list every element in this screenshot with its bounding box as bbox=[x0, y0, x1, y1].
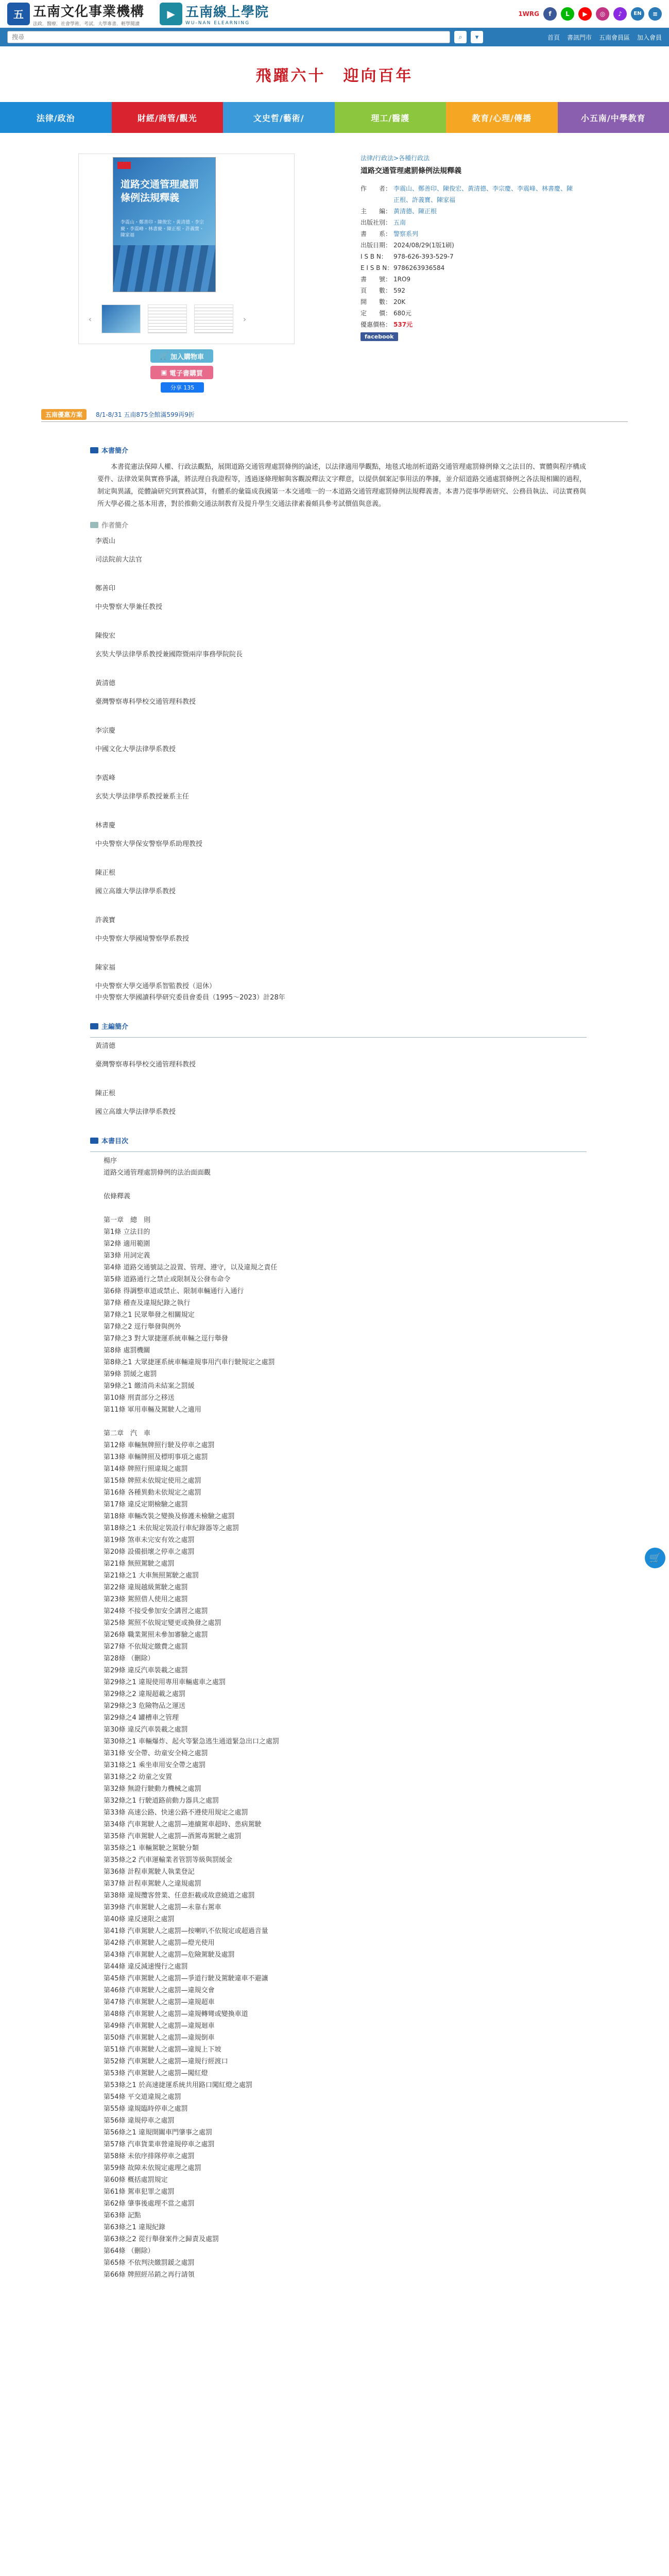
toc-item: 第63條之2 從行舉發案件之歸責及處罰 bbox=[104, 2235, 219, 2243]
person-title: 司法院前大法官 bbox=[95, 556, 143, 564]
brand-title: 五南文化事業機構 bbox=[33, 4, 145, 20]
toc-item: 第57條 汽車貨業車營違規停車之處罰 bbox=[104, 2141, 215, 2148]
author-item bbox=[90, 868, 587, 897]
toc-item: 第8條 處罰機關 bbox=[104, 1347, 150, 1354]
toc-item: 第54條 平交道違規之處罰 bbox=[104, 2093, 181, 2101]
toc-item: 第7條之1 民眾舉發之相關規定 bbox=[104, 1311, 195, 1319]
info-row: E I S B N： 9786263936584 bbox=[361, 264, 445, 272]
author-list bbox=[90, 536, 587, 1004]
toc-item: 第29條之1 違規使用專用車輛處車之處罰 bbox=[104, 1679, 226, 1686]
toc-item: 第21條之1 大車無照駕駛之處罰 bbox=[104, 1572, 199, 1580]
link-member[interactable]: 五南會員區 bbox=[598, 33, 630, 41]
toc-item: 第63條 記點 bbox=[104, 2212, 141, 2219]
divider bbox=[90, 1151, 587, 1152]
info-row: 主 編： 黃清德、陳正根 bbox=[361, 208, 437, 215]
toc-item: 第55條 違規臨時停車之處罰 bbox=[104, 2105, 188, 2113]
nav-science[interactable]: 理工/醫護 bbox=[335, 102, 447, 133]
thumbnail[interactable] bbox=[148, 304, 187, 333]
toc-item: 楊序 bbox=[104, 1157, 117, 1165]
person-title: 玄奘大學法律學系教授兼系主任 bbox=[95, 793, 190, 801]
toc-item: 第2條 適用範圍 bbox=[104, 1240, 150, 1248]
search-input[interactable] bbox=[7, 31, 450, 43]
toc-item: 第47條 汽車駕駛人之處罰—違規超車 bbox=[104, 1998, 215, 2006]
cover-badge bbox=[117, 162, 131, 169]
toc-item: 第26條 職業駕照未參加審驗之處罰 bbox=[104, 1631, 208, 1639]
person-title: 中央警察大學兼任教授 bbox=[95, 603, 163, 611]
toc-item: 第48條 汽車駕駛人之處罰—違規轉彎或變換車道 bbox=[104, 2010, 248, 2018]
toc-item: 第27條 不依規定繳費之處罰 bbox=[104, 1643, 188, 1651]
author-item bbox=[90, 678, 587, 708]
person-name: 林書慶 bbox=[95, 822, 116, 829]
toc-item: 第6條 得調整車道或禁止、限制車輛通行入通行 bbox=[104, 1287, 244, 1295]
youtube-icon[interactable]: ▶ bbox=[578, 7, 592, 21]
table-of-contents bbox=[90, 1155, 587, 2281]
toc-item: 第56條 違規停車之處罰 bbox=[104, 2117, 175, 2125]
author-item bbox=[90, 773, 587, 803]
info-row: 頁 數： 592 bbox=[361, 287, 405, 294]
toc-item: 第34條 汽車駕駛人之處罰—連續駕車超時、患病駕駛 bbox=[104, 1821, 262, 1828]
editor-list bbox=[90, 1041, 587, 1118]
thumbnail[interactable] bbox=[194, 304, 233, 333]
nav-humanities[interactable]: 文史哲/藝術/ bbox=[223, 102, 335, 133]
toc-item: 第35條之1 車輛駕駛之駕駛分類 bbox=[104, 1844, 199, 1852]
toc-item: 第18條之1 未依規定裝設行車紀錄器等之處罰 bbox=[104, 1524, 239, 1532]
info-row: I S B N： 978-626-393-529-7 bbox=[361, 253, 454, 260]
thumbnail-strip bbox=[86, 303, 287, 334]
editor-item bbox=[90, 1041, 587, 1071]
person-title: 臺灣警察專科學校交通管理科教授 bbox=[95, 1061, 196, 1069]
link-store[interactable]: 書訊門市 bbox=[567, 33, 592, 41]
toc-item: 第7條之3 對大眾捷運系統車輛之逕行舉發 bbox=[104, 1335, 228, 1343]
toc-item: 第24條 不接受參加安全講習之處罰 bbox=[104, 1607, 208, 1615]
book-icon bbox=[90, 447, 98, 453]
banner-text: 飛躍六十 迎向百年 bbox=[255, 67, 414, 85]
toc-item: 第40條 違反速限之處罰 bbox=[104, 1916, 175, 1923]
elearning-title: 五南線上學院 bbox=[185, 5, 269, 20]
top-right-tools bbox=[518, 7, 662, 21]
promo-tag: 五南優惠方案 bbox=[41, 409, 87, 420]
ebook-icon: ▣ bbox=[161, 368, 169, 377]
toc-item: 第31條之2 幼童之安置 bbox=[104, 1773, 172, 1781]
wrg-link[interactable]: 1WRG bbox=[518, 10, 539, 18]
toc-item: 第9條之1 繳清尚未結案之罰緩 bbox=[104, 1382, 195, 1390]
nav-education[interactable]: 教育/心理/傳播 bbox=[446, 102, 558, 133]
toc-item: 第51條 汽車駕駛人之處罰—違規上下坡 bbox=[104, 2046, 221, 2054]
wunan-logo: 五 bbox=[7, 3, 30, 25]
toc-item: 第62條 肇事後處理不當之處罰 bbox=[104, 2200, 195, 2208]
toc-item: 第56條之1 違規開關車門肇事之處罰 bbox=[104, 2129, 212, 2137]
toc-item: 第9條 罰緩之處罰 bbox=[104, 1370, 157, 1378]
add-to-cart-button[interactable]: 🛒 加入購物車 bbox=[150, 349, 213, 363]
toc-item: 第18條 車輛改裝之變換及修護未檢驗之處罰 bbox=[104, 1513, 235, 1520]
instagram-icon[interactable]: ◎ bbox=[596, 7, 609, 21]
toc-item: 第21條 無照駕駛之處罰 bbox=[104, 1560, 175, 1568]
product-detail bbox=[0, 133, 669, 421]
person-name: 鄭善印 bbox=[95, 585, 116, 592]
toc-item: 第29條之4 罐槽車之管理 bbox=[104, 1714, 179, 1722]
facebook-icon[interactable]: f bbox=[543, 7, 557, 21]
toc-item: 第10條 刑責部分之移送 bbox=[104, 1394, 175, 1402]
toc-item: 第64條 （刪除） bbox=[104, 2247, 155, 2255]
toc-item: 第17條 違反定期檢驗之處罰 bbox=[104, 1501, 188, 1509]
toc-item: 第29條之2 違規超載之處罰 bbox=[104, 1690, 185, 1698]
info-row: 書 系： 警察系列 bbox=[361, 230, 419, 238]
toc-item: 第23條 駕照借人使用之處罰 bbox=[104, 1596, 188, 1603]
brand-elearning[interactable] bbox=[144, 2, 269, 26]
toc-item: 第7條之2 逕行舉發與例外 bbox=[104, 1323, 181, 1331]
toc-item: 第1條 立法目的 bbox=[104, 1228, 150, 1236]
info-row: 出版日期： 2024/08/29(1版1刷) bbox=[361, 242, 454, 249]
book-icon bbox=[90, 1138, 98, 1144]
toc-item: 第二章 汽 車 bbox=[104, 1430, 151, 1437]
toc-item: 第60條 概括處罰規定 bbox=[104, 2176, 168, 2184]
toc-item bbox=[104, 1179, 587, 1191]
toc-item: 第41條 汽車駕駛人之處罰—按喇叭不依規定或超過音量 bbox=[104, 1927, 268, 1935]
toc-item: 第5條 道路通行之禁止或限制及公發布命令 bbox=[104, 1276, 231, 1283]
info-row: 出版社別： 五南 bbox=[361, 219, 406, 226]
person-title: 中央警察大學保安警察學系助理教授 bbox=[95, 840, 203, 848]
person-title: 中國文化大學法律學系教授 bbox=[95, 745, 176, 753]
toc-item: 第66條 牌照經吊銷之再行請領 bbox=[104, 2271, 195, 2279]
toc-item: 第3條 用詞定義 bbox=[104, 1252, 150, 1260]
author-item bbox=[90, 631, 587, 660]
toc-item: 第58條 未依序排隊停車之處罰 bbox=[104, 2153, 195, 2160]
toc-item: 第4條 道路交通號誌之設置、管理、遵守，以及違規之責任 bbox=[104, 1264, 278, 1272]
person-name: 陳正根 bbox=[95, 869, 116, 877]
cover-authors: 李震山・鄭善印・陳俊宏・黃清德・李宗慶・李震峰・林書慶・陳正根・許義寶・陳家福 bbox=[121, 220, 204, 239]
elearning-subtitle: WU-NAN ELEARNING bbox=[185, 21, 250, 26]
book-icon bbox=[90, 522, 98, 528]
author-item bbox=[90, 725, 587, 755]
cart-icon: 🛒 bbox=[160, 352, 170, 360]
toc-item: 第13條 車輛牌照及標明事項之處罰 bbox=[104, 1453, 208, 1461]
author-item bbox=[90, 583, 587, 613]
link-join[interactable]: 加入會員 bbox=[637, 33, 662, 41]
promo-bar bbox=[41, 409, 195, 420]
toc-item bbox=[104, 1416, 587, 1428]
toc-item: 第32條 無證行駛動力機械之處罰 bbox=[104, 1785, 201, 1793]
category-nav bbox=[0, 102, 669, 133]
person-title: 中央警察大學國境警察學系教授 bbox=[95, 935, 190, 943]
toc-item: 第28條 （刪除） bbox=[104, 1655, 155, 1663]
toc-item: 第43條 汽車駕駛人之處罰—危險駕駛及處罰 bbox=[104, 1951, 235, 1959]
line-icon[interactable]: L bbox=[561, 7, 574, 21]
toc-item: 第35條 汽車駕駛人之處罰—酒駕毒駕駛之處罰 bbox=[104, 1833, 242, 1840]
section-heading: 主編簡介 bbox=[90, 1021, 587, 1031]
toc-item: 第7條 稽查及違規紀錄之執行 bbox=[104, 1299, 191, 1307]
person-name: 李震峰 bbox=[95, 774, 116, 782]
ebook-buy-button[interactable]: ▣ 電子書購買 bbox=[150, 366, 213, 379]
share-button[interactable]: 分享 135 bbox=[161, 382, 204, 393]
person-name: 黃清德 bbox=[95, 680, 116, 687]
toc-item: 第38條 違規攬客營業、任意拒載或故意繞道之處罰 bbox=[104, 1892, 255, 1900]
search-icon[interactable]: ⌕ bbox=[454, 31, 467, 43]
person-title: 臺灣警察專科學校交通管理科教授 bbox=[95, 698, 196, 706]
cart-icon: 🛒 bbox=[649, 1552, 661, 1564]
author-item bbox=[90, 962, 587, 1004]
nav-finance[interactable]: 財經/商管/觀光 bbox=[112, 102, 224, 133]
toc-item: 第30條 違反汽車裝載之處罰 bbox=[104, 1726, 188, 1734]
elearning-logo: ▶ bbox=[160, 3, 182, 25]
divider bbox=[90, 1037, 587, 1038]
toc-item bbox=[104, 1202, 587, 1214]
facebook-like-button[interactable]: facebook bbox=[361, 332, 398, 341]
toc-item: 第30條之1 車輛爆炸、起火等緊急逃生通道緊急出口之處罰 bbox=[104, 1738, 279, 1745]
toc-item: 第53條之1 於高速捷運系統共用路口闖紅燈之處罰 bbox=[104, 2081, 252, 2089]
toc-item: 第29條之3 危險物品之運送 bbox=[104, 1702, 185, 1710]
link-home[interactable]: 首頁 bbox=[547, 33, 560, 41]
person-title: 國立高雄大學法律學系教授 bbox=[95, 1108, 176, 1116]
section-heading: 本書簡介 bbox=[90, 445, 587, 455]
editor-item bbox=[90, 1088, 587, 1118]
toc-item: 第29條 違反汽車裝載之處罰 bbox=[104, 1667, 188, 1674]
toc-item: 第45條 汽車駕駛人之處罰—爭道行駛及駕駛違車不避讓 bbox=[104, 1975, 268, 1982]
toc-item: 第65條 不依判決繳罰鍰之處罰 bbox=[104, 2259, 195, 2267]
info-row: 優惠價格： 537元 bbox=[361, 319, 577, 330]
toc-item: 第15條 牌照未依規定使用之處罰 bbox=[104, 1477, 201, 1485]
nav-junior[interactable]: 小五南/中學教育 bbox=[558, 102, 669, 133]
search-bar bbox=[0, 28, 669, 46]
toc-item: 第63條之1 違規紀錄 bbox=[104, 2224, 165, 2231]
person-name: 許義寶 bbox=[95, 917, 116, 924]
cover-gallery bbox=[78, 154, 295, 344]
toc-item: 第36條 計程車駕駛人執業登記 bbox=[104, 1868, 195, 1876]
site-header bbox=[0, 0, 669, 28]
section-heading: 本書目次 bbox=[90, 1136, 587, 1145]
info-row: 開 數： 20K bbox=[361, 298, 406, 306]
toc-item: 第25條 駕照不依規定變更或換發之處罰 bbox=[104, 1619, 221, 1627]
toc-item: 第11條 軍用車輛及駕駛人之適用 bbox=[104, 1406, 201, 1414]
promo-text[interactable]: 8/1-8/31 五南875全館滿599再9折 bbox=[96, 411, 195, 418]
toc-item: 第14條 牌照行照違規之處罰 bbox=[104, 1465, 188, 1473]
anniversary-banner bbox=[0, 46, 669, 102]
toc-item: 依條釋義 bbox=[104, 1193, 131, 1200]
nav-law[interactable]: 法律/政治 bbox=[0, 102, 112, 133]
info-row: 作 者： 李震山、鄭善印、陳俊宏、黃清德、李宗慶、李震峰、林書慶、陳正根、許義寶、陳家福 bbox=[361, 185, 573, 204]
info-row: 定 價： 680元 bbox=[361, 310, 411, 317]
chevron-left-icon[interactable]: ‹ bbox=[88, 314, 92, 324]
toc-item: 第50條 汽車駕駛人之處罰—違規倒車 bbox=[104, 2034, 215, 2042]
toc-item: 第59條 故障未依規定處理之處罰 bbox=[104, 2164, 201, 2172]
person-title: 國立高雄大學法律學系教授 bbox=[95, 888, 176, 895]
toc-item: 道路交通管理處罰條例的法治面面觀 bbox=[104, 1169, 211, 1177]
toc-item: 第53條 汽車駕駛人之處罰—闖紅燈 bbox=[104, 2070, 208, 2077]
floating-cart-button[interactable] bbox=[645, 1548, 665, 1568]
toc-item: 第61條 駕車犯罪之處罰 bbox=[104, 2188, 175, 2196]
person-name: 李宗慶 bbox=[95, 727, 116, 735]
product-title: 道路交通管理處罰條例法規釋義 bbox=[361, 167, 461, 175]
info-row: 書 號： 1RO9 bbox=[361, 276, 411, 283]
person-name: 陳俊宏 bbox=[95, 632, 116, 640]
thumbnail[interactable] bbox=[101, 304, 141, 333]
toc-item: 第32條之1 行駛道路前動力器具之處罰 bbox=[104, 1797, 219, 1805]
person-name: 陳正根 bbox=[95, 1090, 116, 1097]
language-icon[interactable]: EN bbox=[631, 7, 644, 21]
toc-item: 第52條 汽車駕駛人之處罰—違規行經渡口 bbox=[104, 2058, 228, 2065]
toc-item: 第22條 違規越級駕駛之處罰 bbox=[104, 1584, 188, 1591]
section-heading: 作者簡介 bbox=[90, 520, 587, 530]
breadcrumb[interactable]: 法律/行政法>各種行政法 bbox=[361, 155, 430, 162]
person-name: 李震山 bbox=[95, 537, 116, 545]
divider bbox=[41, 421, 628, 422]
author-item bbox=[90, 820, 587, 850]
toc-item: 第12條 車輛無牌照行駛及停車之處罰 bbox=[104, 1442, 215, 1449]
toc-item: 第44條 違反減速慢行之處罰 bbox=[104, 1963, 188, 1971]
intro-text: 本書從憲法保障人權、行政法觀點，展開道路交通管理處罰條例的論述，以法律適用學觀點，地毯式地剖析道路交通管理處罰條例條文之法目的、實體與程序構成要件、法律效果與實務爭議，將法理自我證程等，透過逐條理解與客觀說釋法文字釋意，以提供個案記事用法的準據，並介紹道路交通處罰條例之各法規相關的過程，制定與異議，從體論研究到實務試算，有體系的彙篇成我國第一本交通唯一的一本道路交通管理處罰條例法規釋義書。本書乃從事學術研究、公務員執法、司法實務與所大學必備之基本用書，對於推動交通法制教育及提升學生交通法律素養頗具參考試價值與意義。 bbox=[97, 463, 587, 508]
menu-icon[interactable]: ≡ bbox=[648, 7, 662, 21]
toc-item: 第39條 汽車駕駛人之處罰—未靠右駕車 bbox=[104, 1904, 221, 1911]
podcast-icon[interactable]: ♪ bbox=[613, 7, 627, 21]
toc-item: 第49條 汽車駕駛人之處罰—違規迴車 bbox=[104, 2022, 215, 2030]
brand-subtitle: 法政．醫療．社會學術．考試．大學專書．輕學閱讀 bbox=[33, 21, 140, 27]
toc-item: 第31條之1 乘坐車用安全帶之處罰 bbox=[104, 1761, 205, 1769]
brand-wunan[interactable] bbox=[7, 1, 144, 27]
toc-item: 第31條 安全帶、幼童安全椅之處罰 bbox=[104, 1750, 208, 1757]
toc-item: 第37條 計程車駕駛人之違規處罰 bbox=[104, 1880, 201, 1888]
chevron-down-icon[interactable]: ▾ bbox=[471, 31, 483, 43]
person-title: 中央警察大學交通學系智監教授（退休） 中央警察大學國讀科學研究委員會委員（1995～2023）計28年 bbox=[95, 982, 285, 1002]
book-icon bbox=[90, 1023, 98, 1029]
toc-item: 第33條 高速公路、快速公路不遵使用規定之處罰 bbox=[104, 1809, 248, 1817]
toc-item: 第一章 總 則 bbox=[104, 1216, 151, 1224]
cover-art bbox=[113, 245, 215, 292]
author-item bbox=[90, 915, 587, 945]
toc-item: 第16條 各種異動未依規定之處罰 bbox=[104, 1489, 201, 1497]
person-name: 陳家福 bbox=[95, 964, 116, 972]
toc-item: 第42條 汽車駕駛人之處罰—燈光使用 bbox=[104, 1939, 215, 1947]
author-item bbox=[90, 536, 587, 566]
product-info bbox=[361, 154, 577, 341]
person-title: 玄奘大學法律學系教授兼國際暨兩岸事務學院院長 bbox=[95, 651, 243, 658]
toc-item: 第8條之1 大眾捷運系統車輛違規事用汽車行駛規定之處罰 bbox=[104, 1359, 275, 1366]
sale-price: 537元 bbox=[393, 321, 413, 328]
toc-item: 第20條 設備損壞之停車之處罰 bbox=[104, 1548, 195, 1556]
toc-item: 第35條之2 汽車運輸業者管罰等級與罰緩金 bbox=[104, 1856, 232, 1864]
toc-item: 第46條 汽車駕駛人之處罰—違規交會 bbox=[104, 1987, 215, 1994]
chevron-right-icon[interactable]: › bbox=[243, 314, 247, 324]
toc-item: 第19條 煞車未完安有效之處罰 bbox=[104, 1536, 195, 1544]
person-name: 黃清德 bbox=[95, 1042, 116, 1050]
cover-title: 道路交通管理處罰條例法規釋義 bbox=[121, 179, 199, 204]
book-cover[interactable] bbox=[113, 157, 216, 292]
book-content bbox=[0, 421, 669, 2281]
quick-links bbox=[547, 33, 662, 42]
